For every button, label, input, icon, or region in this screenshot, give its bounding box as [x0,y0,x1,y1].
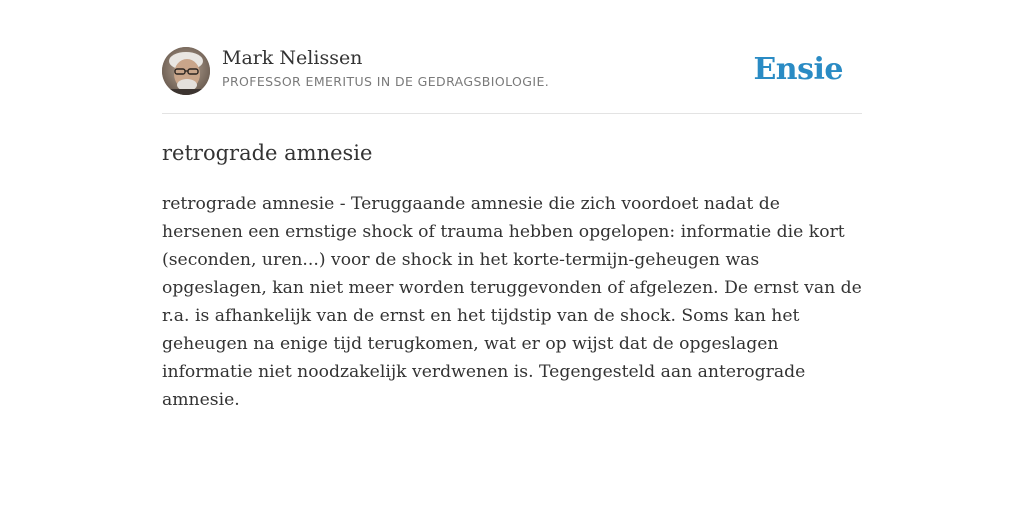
avatar-portrait-image [162,47,210,95]
author-header [162,46,862,96]
ensie-logo-link[interactable]: Ensie [753,52,843,87]
author-name[interactable]: Mark Nelissen [222,47,363,69]
entry-definition: retrograde amnesie - Teruggaande amnesie die zich voordoet nadat de hersenen een ernstige shock of trauma hebben opgelopen: informatie die kort (seconden, uren...) voor de shock in het korte-termijn-geheugen was opgeslagen, kan niet meer worden teruggevonden of afgelezen. De ernst van de r.a. is afhankelijk van de ernst en het tijdstip van de shock. Soms kan het geheugen na enige tijd terugkomen, wat er op wijst dat de opgeslagen informatie niet noodzakelijk verdwenen is. Tegengesteld aan anterograde amnesie. [162,194,862,410]
header-divider [162,113,862,114]
entry-term-title: retrograde amnesie [162,141,373,165]
author-avatar[interactable] [162,47,210,95]
author-description: PROFESSOR EMERITUS IN DE GEDRAGSBIOLOGIE. [222,74,550,89]
